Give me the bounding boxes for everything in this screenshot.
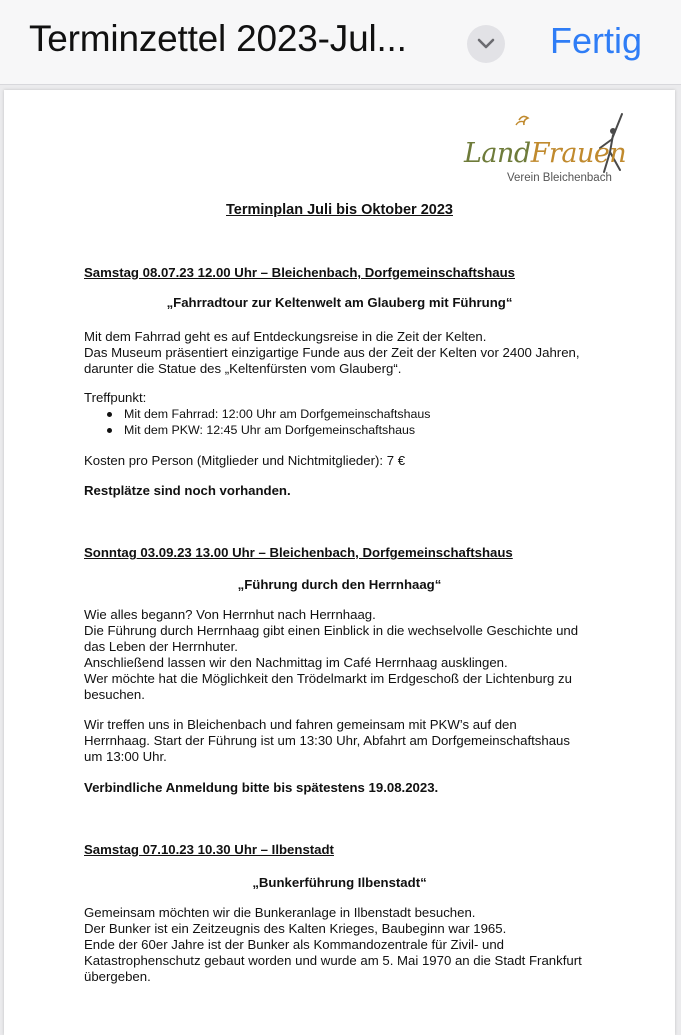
event-heading: Samstag 07.10.23 10.30 Uhr – Ilbenstadt	[84, 842, 334, 857]
event-subtitle: „Fahrradtour zur Keltenwelt am Glauberg mit Führung“	[166, 295, 513, 310]
chevron-down-icon	[477, 38, 495, 50]
event-text-line: Wir treffen uns in Bleichenbach und fahren gemeinsam mit PKW’s auf den	[84, 717, 517, 732]
done-button[interactable]: Fertig	[550, 20, 643, 61]
landfrauen-logo	[464, 108, 636, 188]
event-text-line: das Leben der Herrnhuter.	[84, 639, 238, 654]
meeting-label: Treffpunkt:	[84, 390, 147, 405]
event-text-line: übergeben.	[84, 969, 151, 984]
event-text-line: Das Museum präsentiert einzigartige Funde aus der Zeit der Kelten vor 2400 Jahren,	[84, 345, 580, 360]
event-text-line: Katastrophenschutz gebaut worden und wurde am 5. Mai 1970 an die Stadt Frankfurt	[84, 953, 582, 968]
event-text-line: Mit dem Fahrrad geht es auf Entdeckungsreise in die Zeit der Kelten.	[84, 329, 487, 344]
event-heading: Sonntag 03.09.23 13.00 Uhr – Bleichenbach, Dorfgemeinschaftshaus	[84, 545, 513, 560]
event-subtitle: „Führung durch den Herrnhaag“	[237, 577, 442, 592]
event-subtitle: „Bunkerführung Ilbenstadt“	[252, 875, 427, 890]
document-title: Terminzettel 2023-Jul...	[29, 18, 407, 59]
event-text-line: darunter die Statue des „Keltenfürsten vom Glauberg“.	[84, 361, 402, 376]
event-text-line: Gemeinsam möchten wir die Bunkeranlage in Ilbenstadt besuchen.	[84, 905, 476, 920]
top-bar	[0, 0, 681, 85]
event-text-line: Herrnhaag. Start der Führung ist um 13:30 Uhr, Abfahrt am Dorfgemeinschaftshaus	[84, 733, 570, 748]
event-text-line: Anschließend lassen wir den Nachmittag im Café Herrnhaag ausklingen.	[84, 655, 508, 670]
event-note: Restplätze sind noch vorhanden.	[84, 483, 291, 498]
plan-title: Terminplan Juli bis Oktober 2023	[226, 202, 453, 218]
event-text-line: Ende der 60er Jahre ist der Bunker als Kommandozentrale für Zivil- und	[84, 937, 505, 952]
cost-line: Kosten pro Person (Mitglieder und Nichtmitglieder): 7 €	[84, 453, 406, 468]
event-text-line: um 13:00 Uhr.	[84, 749, 167, 764]
logo-brand: LandFrauen	[464, 138, 627, 169]
event-note: Verbindliche Anmeldung bitte bis spätestens 19.08.2023.	[84, 780, 439, 795]
event-heading: Samstag 08.07.23 12.00 Uhr – Bleichenbach, Dorfgemeinschaftshaus	[84, 265, 515, 280]
list-item: Mit dem Fahrrad: 12:00 Uhr am Dorfgemeinschaftshaus	[124, 407, 431, 421]
logo-subtitle: Verein Bleichenbach	[507, 172, 612, 184]
event-text-line: Wer möchte hat die Möglichkeit den Trödelmarkt im Erdgeschoß der Lichtenburg zu	[84, 671, 572, 686]
document-page	[4, 90, 675, 1035]
title-menu-button[interactable]	[467, 25, 505, 63]
event-text-line: Der Bunker ist ein Zeitzeugnis des Kalten Krieges, Baubeginn war 1965.	[84, 921, 507, 936]
event-text-line: Die Führung durch Herrnhaag gibt einen Einblick in die wechselvolle Geschichte und	[84, 623, 579, 638]
event-text-line: besuchen.	[84, 687, 145, 702]
event-text-line: Wie alles begann? Von Herrnhut nach Herrnhaag.	[84, 607, 376, 622]
list-item: Mit dem PKW: 12:45 Uhr am Dorfgemeinschaftshaus	[124, 423, 416, 437]
